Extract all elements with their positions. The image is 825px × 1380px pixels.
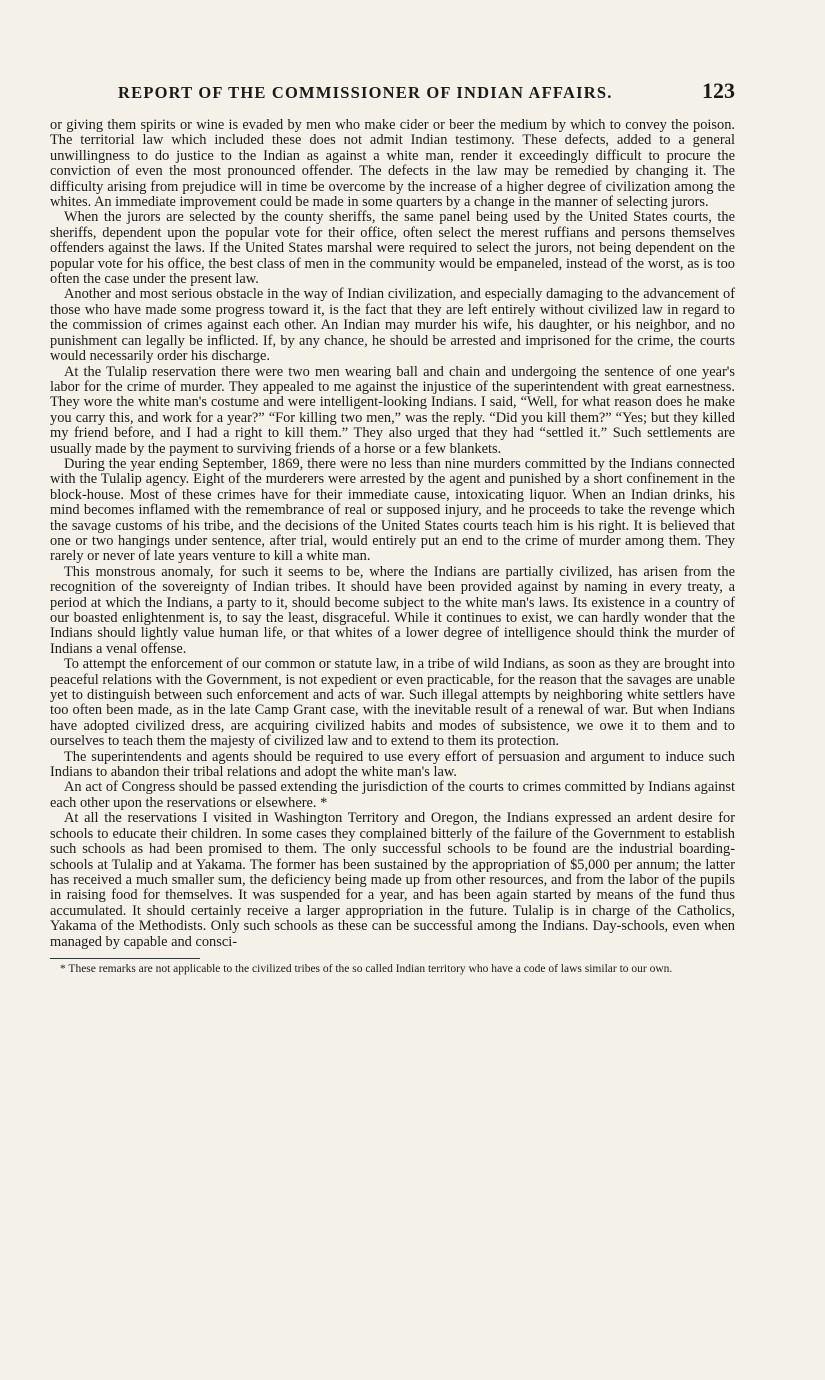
document-page bbox=[50, 78, 735, 975]
running-title: REPORT OF THE COMMISSIONER OF INDIAN AFFAIRS. bbox=[118, 83, 613, 102]
paragraph: To attempt the enforcement of our common or statute law, in a tribe of wild Indians, as soon as they are brought into peaceful relations with the Government, is not expedient or even practicable, for the reason that the savages are unable yet to distinguish between such enforcement and acts of war. Such illegal attempts by neighboring white settlers have too often been made, as in the late Camp Grant case, with the inevitable result of a renewal of war. But when Indians have adopted civilized dress, are acquiring civilized habits and modes of subsistence, we owe it to them and to ourselves to teach them the majesty of civilized law and to extend to them its protection. bbox=[50, 656, 735, 750]
paragraph: or giving them spirits or wine is evaded by men who make cider or beer the medium by which to convey the poison. The territorial law which included these does not admit Indian testimony. These defects, added to a general unwillingness to do justice to the Indian as against a white man, render it exceedingly difficult to procure the conviction of even the most pronounced offender. The defects in the law may be remedied by changing it. The difficulty arising from prejudice will in time be overcome by the increase of a higher degree of civilization among the whites. An immediate improvement could be made in some quarters by a change in the manner of selecting jurors. bbox=[50, 117, 735, 211]
footnote-rule bbox=[50, 958, 200, 959]
paragraph: This monstrous anomaly, for such it seems to be, where the Indians are partially civilized, has arisen from the recognition of the sovereignty of Indian tribes. It should have been provided against by naming in every treaty, a period at which the Indians, a party to it, should become subject to the white man's laws. Its existence in a country of our boasted enlightenment is, to say the least, disgraceful. While it continues to exist, we can hardly wonder that the Indians should lightly value human life, or that whites of a lower degree of intelligence should think the murder of Indians a venal offense. bbox=[50, 563, 735, 657]
paragraph: When the jurors are selected by the county sheriffs, the same panel being used by the United States courts, the sheriffs, dependent upon the popular vote for their office, often select the merest ruffians and persons themselves offenders against the laws. If the United States marshal were required to select the jurors, not being dependent on the popular vote for his office, the best class of men in the community would be empaneled, instead of the worst, as is too often the case under the present law. bbox=[50, 209, 735, 288]
paragraph: At all the reservations I visited in Washington Territory and Oregon, the Indians expressed an ardent desire for schools to educate their children. In some cases they complained bitterly of the failure of the Government to establish such schools as had been promised to them. The only successful schools to be found are the industrial boarding-schools at Tulalip and at Yakama. The former has been sustained by the appropriation of $5,000 per annum; the latter has received a much smaller sum, the deficiency being made up from other resources, and from the labor of the pupils in raising food for themselves. It was suspended for a year, and has been again started by means of the fund thus accumulated. It should certainly receive a larger appropriation in the future. Tulalip is in charge of the Catholics, Yakama of the Methodists. Only such schools as these can be successful among the Indians. Day-schools, even when managed by capable and consci- bbox=[50, 810, 735, 950]
paragraph: Another and most serious obstacle in the way of Indian civilization, and especially damaging to the advancement of those who have made some progress toward it, is the fact that they are left entirely without civilized law in regard to the commission of crimes against each other. An Indian may murder his wife, his daughter, or his neighbor, and no punishment can legally be inflicted. If, by any chance, he should be arrested and imprisoned for the crime, the courts would necessarily order his discharge. bbox=[50, 286, 735, 365]
footnote: * These remarks are not applicable to the civilized tribes of the so called Indian territory who have a code of laws similar to our own. bbox=[60, 962, 673, 975]
body-text bbox=[50, 118, 735, 950]
running-header bbox=[50, 78, 735, 104]
paragraph: At the Tulalip reservation there were two men wearing ball and chain and undergoing the sentence of one year's labor for the crime of murder. They appealed to me against the injustice of the superintendent with great earnestness. They wore the white man's costume and were intelligent-looking Indians. I said, “Well, for what reason does he make you carry this, and work for a year?” “For killing two men,” was the reply. “Did you kill them?” “Yes; but they killed my friend before, and I had a right to kill them.” They also urged that they had “settled it.” Such settlements are usually made by the payment to surviving friends of a horse or a few blankets. bbox=[50, 363, 735, 457]
page-number: 123 bbox=[702, 78, 735, 103]
paragraph: An act of Congress should be passed extending the jurisdiction of the courts to crimes committed by Indians against each other upon the reservations or elsewhere. * bbox=[50, 779, 735, 811]
paragraph: The superintendents and agents should be required to use every effort of persuasion and argument to induce such Indians to abandon their tribal relations and adopt the white man's law. bbox=[50, 748, 735, 781]
paragraph: During the year ending September, 1869, there were no less than nine murders committed by the Indians connected with the Tulalip agency. Eight of the murderers were arrested by the agent and punished by a short confinement in the block-house. Most of these crimes have for their immediate cause, intoxicating liquor. When an Indian drinks, his mind becomes inflamed with the remembrance of real or supposed injury, and he proceeds to take the revenge which the savage customs of his tribe, and the decisions of the United States courts teach him is his right. It is believed that one or two hangings under sentence, after trial, would entirely put an end to the crime of murder among them. They rarely or never of late years venture to kill a white man. bbox=[50, 455, 735, 565]
